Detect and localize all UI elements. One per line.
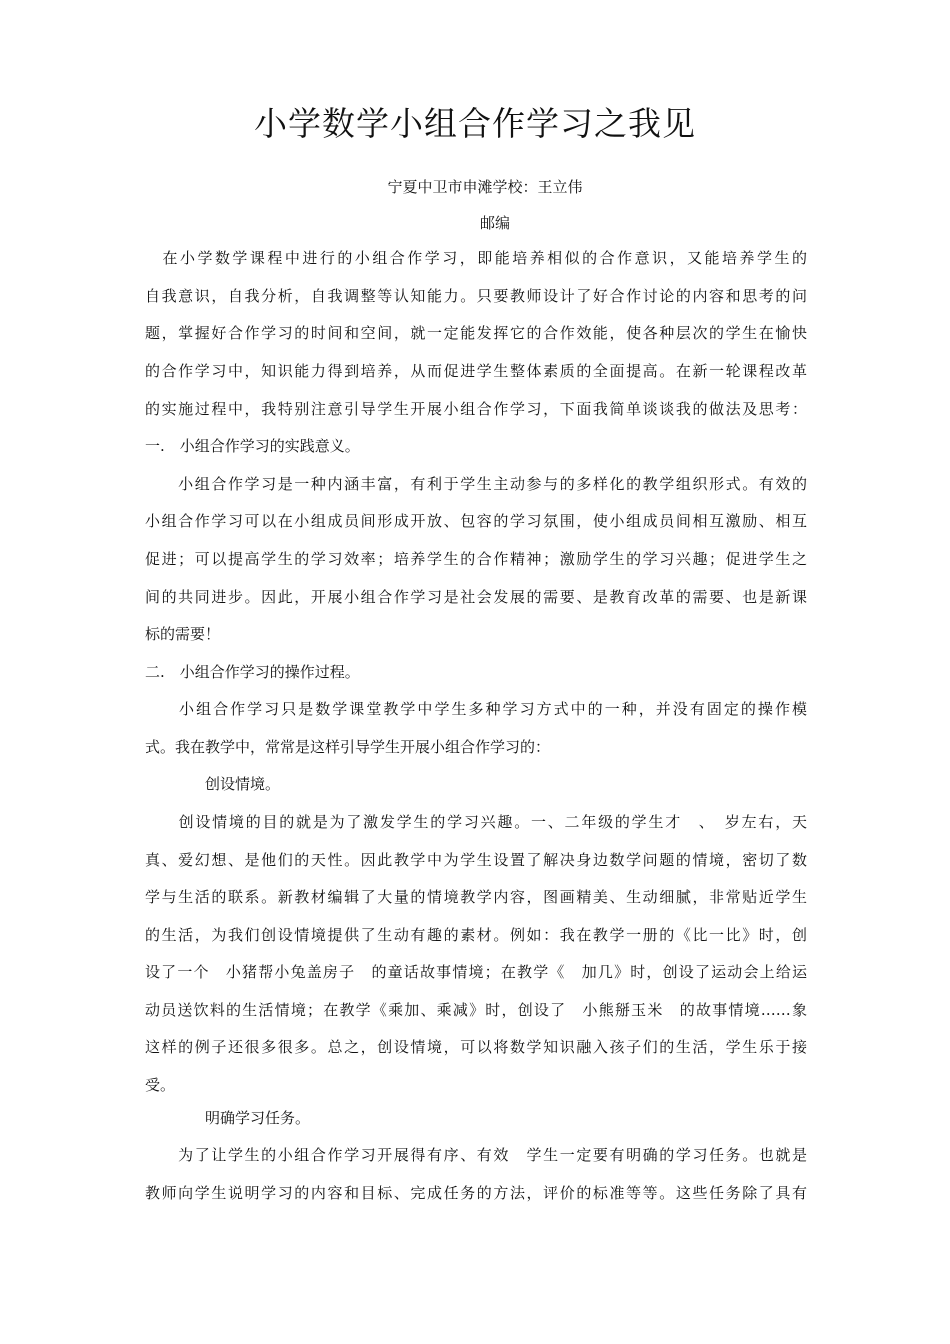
body-line: 受。 [145, 1076, 176, 1094]
body-line: 为了让学生的小组合作学习开展得有序、有效 学生一定要有明确的学习任务。也就是 [145, 1146, 807, 1164]
body-line: 间的共同进步。因此，开展小组合作学习是社会发展的需要、是教育改革的需要、也是新课 [145, 588, 807, 606]
body-line: 的合作学习中，知识能力得到培养，从而促进学生整体素质的全面提高。在新一轮课程改革 [145, 362, 807, 380]
body-line: 创设情境的目的就是为了激发学生的学习兴趣。一、二年级的学生才 、 岁左右，天 [145, 813, 807, 831]
body-line: 式。我在教学中，常常是这样引导学生开展小组合作学习的： [145, 738, 551, 756]
section-heading: 一. 小组合作学习的实践意义。 [145, 437, 360, 455]
body-line: 动员送饮料的生活情境；在教学《乘加、乘减》时，创设了 小熊掰玉米 的故事情境……象 [145, 1001, 807, 1019]
body-line: 促进；可以提高学生的学习效率；培养学生的合作精神；激励学生的学习兴趣；促进学生之 [145, 550, 807, 568]
subsection-heading: 明确学习任务。 [145, 1109, 311, 1127]
body-line: 这样的例子还很多很多。总之，创设情境，可以将数学知识融入孩子们的生活，学生乐于接 [145, 1038, 807, 1056]
body-line: 小组合作学习只是数学课堂教学中学生多种学习方式中的一种，并没有固定的操作模 [145, 700, 807, 718]
section-heading: 二. 小组合作学习的操作过程。 [145, 663, 360, 681]
body-line: 设了一个 小猪帮小兔盖房子 的童话故事情境；在教学《 加几》时，创设了运动会上给运 [145, 963, 807, 981]
document-title: 小学数学小组合作学习之我见 [254, 104, 696, 143]
body-line: 题，掌握好合作学习的时间和空间，就一定能发挥它的合作效能，使各种层次的学生在愉快 [145, 324, 807, 342]
body-line: 标的需要！ [145, 625, 221, 643]
postcode-label: 邮编 [479, 214, 510, 232]
body-line: 学与生活的联系。新教材编辑了大量的情境教学内容，图画精美、生动细腻，非常贴近学生 [145, 888, 807, 906]
subsection-heading: 创设情境。 [145, 775, 281, 793]
body-line: 小组合作学习可以在小组成员间形成开放、包容的学习氛围，使小组成员间相互激励、相互 [145, 512, 807, 530]
body-line: 真、爱幻想、是他们的天性。因此教学中为学生设置了解决身边数学问题的情境，密切了数 [145, 851, 807, 869]
author-line: 宁夏中卫市申滩学校：王立伟 [387, 178, 583, 196]
body-line: 的生活，为我们创设情境提供了生动有趣的素材。例如：我在教学一册的《比一比》时，创 [145, 926, 807, 944]
body-line: 教师向学生说明学习的内容和目标、完成任务的方法，评价的标准等等。这些任务除了具有 [145, 1184, 807, 1202]
body-line: 自我意识，自我分析，自我调整等认知能力。只要教师设计了好合作讨论的内容和思考的问 [145, 287, 807, 305]
body-line: 的实施过程中，我特别注意引导学生开展小组合作学习，下面我简单谈谈我的做法及思考： [145, 400, 807, 418]
body-line: 小组合作学习是一种内涵丰富，有利于学生主动参与的多样化的教学组织形式。有效的 [145, 475, 807, 493]
body-line: 在小学数学课程中进行的小组合作学习，即能培养相似的合作意识，又能培养学生的 [145, 249, 807, 267]
